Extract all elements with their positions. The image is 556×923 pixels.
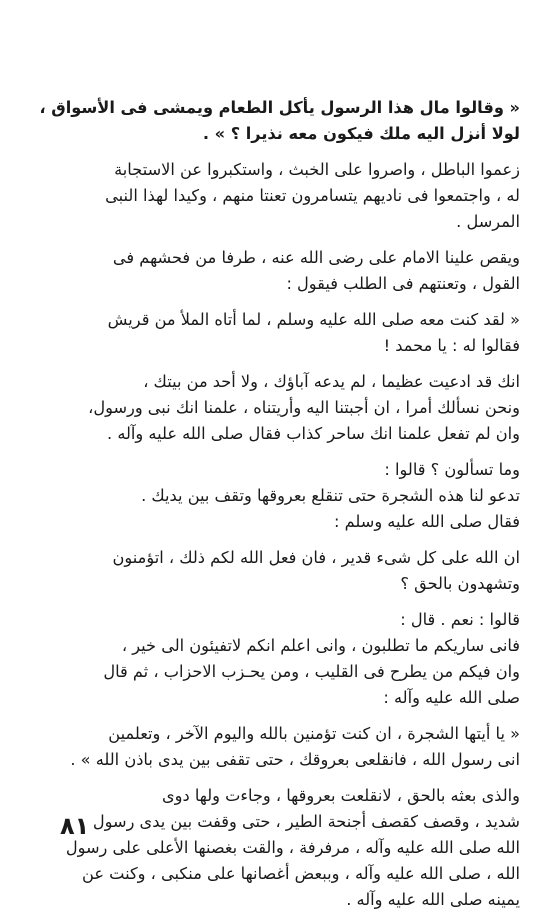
paragraph: وما تسألون ؟ قالوا : تدعو لنا هذه الشجرة حتى تنقلع بعروقها وتقف بين يديك . فقال صلى الله عليه وسلم : (141, 460, 520, 531)
page-number: ٨١ (60, 812, 90, 840)
paragraph: انك قد ادعيت عظيما ، لم يدعه آباؤك ، ولا أحد من بيتك ، ونحن نسألك أمرا ، ان أجبتنا اليه وأريتناه ، علمنا انك نبى ورسول، وان لم تفعل علمنا انك ساحر كذاب فقال صلى الله عليه وآله . (88, 372, 520, 443)
paragraph: « لقد كنت معه صلى الله عليه وسلم ، لما أتاه الملأ من قريش فقالوا له : يا محمد ! (107, 310, 520, 355)
page-body (34, 95, 520, 923)
paragraph: ان الله على كل شىء قدير ، فان فعل الله لكم ذلك ، اتؤمنون وتشهدون بالحق ؟ (112, 548, 520, 593)
paragraph: والذى بعثه بالحق ، لانقلعت بعروقها ، وجاءت ولها دوى شديد ، وقصف كقصف أجنحة الطير ، حتى وقفت بين يدى رسول الله صلى الله عليه وآله ، مرفرفة ، والقت بغصنها الأعلى على رسول الله ، صلى الله عليه وآله ، وببعض أغصانها على منكبى ، وكنت عن يمينه صلى الله عليه وآله . (65, 786, 520, 909)
paragraph: « يا أيتها الشجرة ، ان كنت تؤمنين بالله واليوم الآخر ، وتعلمين انى رسول الله ، فانقلعى بعروقك ، حتى تقفى بين يدى باذن الله » . (70, 724, 520, 769)
paragraph: ويقص علينا الامام على رضى الله عنه ، طرفا من فحشهم فى القول ، وتعنتهم فى الطلب فيقول : (112, 248, 520, 293)
paragraph: قالوا : نعم . قال : فانى ساريكم ما تطلبون ، وانى اعلم انكم لاتفيئون الى خير ، وان فيكم من يطرح فى القليب ، ومن يحـزب الاحزاب ، ثم قال صلى الله عليه وآله : (103, 610, 520, 707)
paragraph-quran-verse: « وقالوا مال هذا الرسول يأكل الطعام ويمشى فى الأسواق ، لولا أنزل اليه ملك فيكون معه نذيرا ؟ » . (39, 98, 520, 143)
paragraph: زعموا الباطل ، واصروا على الخبث ، واستكبروا عن الاستجابة له ، واجتمعوا فى ناديهم يتسامرون تعنتا منهم ، وكيدا لهذا النبى المرسل . (105, 160, 520, 231)
